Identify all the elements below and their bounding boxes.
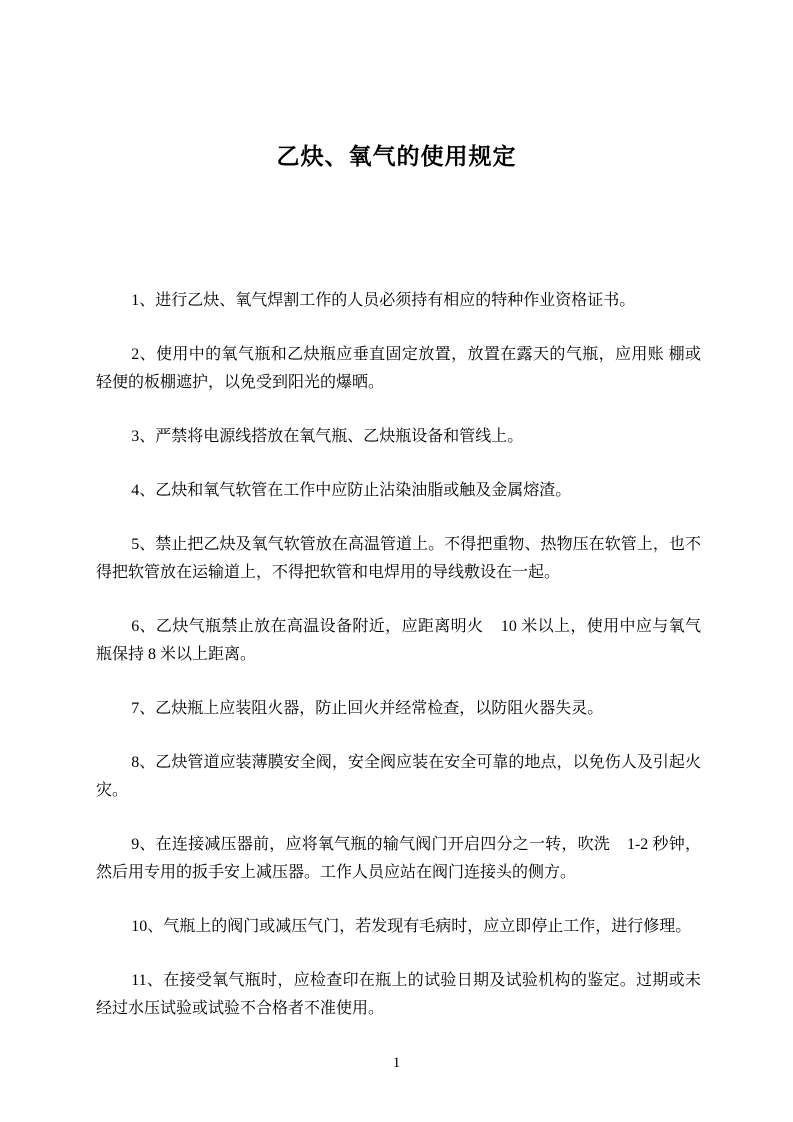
paragraph-1: 1、进行乙炔、氧气焊割工作的人员必须持有相应的特种作业资格证书。 (131, 292, 636, 309)
paragraph-11: 11、在接受氧气瓶时，应检查印在瓶上的试验日期及试验机构的鉴定。过期或未经过水压试验或试验不合格者不准使用。 (96, 972, 701, 1017)
paragraph-4: 4、乙炔和氧气软管在工作中应防止沾染油脂或触及金属熔渣。 (131, 482, 572, 499)
paragraph-3: 3、严禁将电源线搭放在氧气瓶、乙炔瓶设备和管线上。 (131, 428, 524, 445)
paragraph-6: 6、乙炔气瓶禁止放在高温设备附近，应距离明火 10 米以上，使用中应与氧气瓶保持 8 米以上距离。 (96, 618, 701, 663)
document-title: 乙炔、氧气的使用规定 (276, 143, 517, 169)
paragraph-10: 10、气瓶上的阀门或减压气门，若发现有毛病时，应立即停止工作，进行修理。 (131, 918, 692, 935)
page-number: 1 (392, 1055, 401, 1071)
document-body (0, 287, 793, 1023)
paragraph-9: 9、在连接减压器前，应将氧气瓶的输气阀门开启四分之一转，吹洗 1-2 秒钟，然后用专用的扳手安上减压器。工作人员应站在阀门连接头的侧方。 (96, 836, 701, 881)
paragraph-5: 5、禁止把乙炔及氧气软管放在高温管道上。不得把重物、热物压在软管上，也不得把软管放在运输道上，不得把软管和电焊用的导线敷设在一起。 (96, 536, 701, 581)
paragraph-7: 7、乙炔瓶上应装阻火器，防止回火并经常检查，以防阻火器失灵。 (131, 700, 604, 717)
paragraph-2: 2、使用中的氧气瓶和乙炔瓶应垂直固定放置，放置在露天的气瓶，应用账 棚或轻便的板棚遮护，以免受到阳光的爆晒。 (96, 346, 701, 391)
paragraph-8: 8、乙炔管道应装薄膜安全阀，安全阀应装在安全可靠的地点，以免伤人及引起火灾。 (96, 754, 701, 799)
